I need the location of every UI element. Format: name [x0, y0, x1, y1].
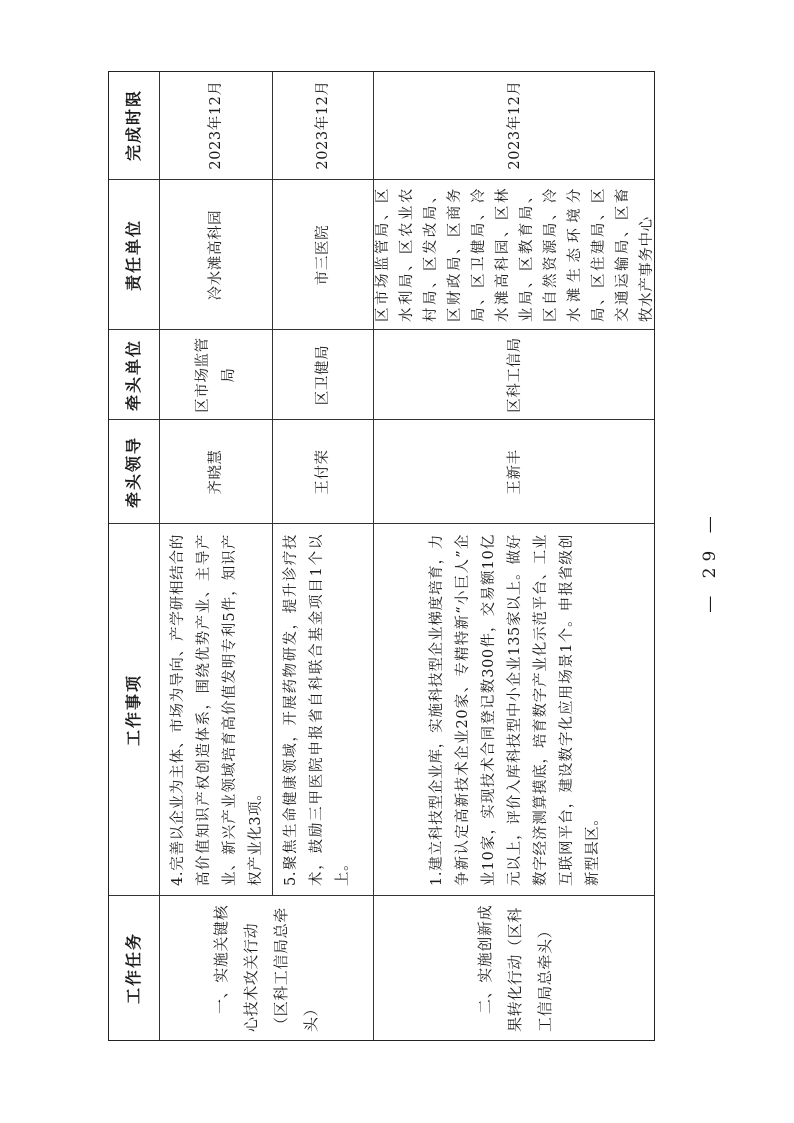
- deadline-cell: 2023年12月: [314, 80, 331, 170]
- lead-unit-cell: 区卫健局: [314, 344, 331, 406]
- resp-unit-text: 区市场监管局、区水利局、区农业农村局、区发改局、区财政局、区商务局、区卫健局、冷水滩高科园、区林业局、区教育局、区自然资源局、冷水滩生态环境分局、区住建局、区交通运输局、区畜牧水产事务中心: [374, 188, 655, 322]
- leader-cell: 王新丰: [506, 449, 523, 495]
- item-text: 1.建立科技型企业库，实施科技型企业梯度培育，力争新认定高新技术企业20家、专精特新“小巨人”企业10家，实现技术合同登记数300件，交易额10亿元以上，评价入库科技型中小企业135家以上。做好数字经济测算摸底，培育数字产业化示范平台、工业互联网平台，建设数字化应用场景1个。申报省级创新型县区。: [428, 534, 601, 886]
- task-cell: [159, 896, 373, 1040]
- header-lead-unit: 牵头单位: [124, 339, 143, 412]
- page-number: — 29 —: [700, 510, 720, 613]
- leader-cell: 齐晓慧: [207, 449, 224, 495]
- item-cell: 5.聚焦生命健康领域，开展药物研发，提升诊疗技术，鼓励三甲医院申报省自科联合基金项目1个以上。: [283, 534, 351, 886]
- leader-cell: 王付荣: [314, 449, 331, 495]
- header-resp-unit: 责任单位: [124, 219, 143, 292]
- lead-unit-cell: 区市场监管局: [194, 337, 237, 413]
- resp-unit-cell: 市三医院: [314, 224, 331, 286]
- header-item: 工作事项: [124, 674, 143, 747]
- header-deadline: 完成时限: [124, 89, 143, 162]
- header-leader: 牵头领导: [124, 436, 143, 509]
- header-task: 工作任务: [124, 932, 143, 1005]
- work-plan-table: [108, 71, 655, 1041]
- deadline-cell: 2023年12月: [506, 80, 523, 170]
- task-cell: [373, 896, 656, 1040]
- item-cell: [373, 524, 656, 896]
- lead-unit-cell: 区科工信局: [506, 337, 523, 413]
- deadline-cell: 2023年12月: [207, 80, 224, 170]
- resp-unit-cell: 冷水滩高科园: [207, 209, 224, 301]
- item-cell: 4.完善以企业为主体、市场为导向、产学研相结合的高价值知识产权创造体系，围绕优势产业、主导产业、新兴产业领域培育高价值发明专利5件，知识产权产业化3项。: [170, 534, 264, 886]
- task-text: 二、实施创新成果转化行动（区科工信局总牵头）: [475, 904, 554, 1032]
- task-text: 一、实施关键核心技术攻关行动（区科工信局总牵头）: [212, 904, 320, 1032]
- resp-unit-cell: [373, 180, 656, 330]
